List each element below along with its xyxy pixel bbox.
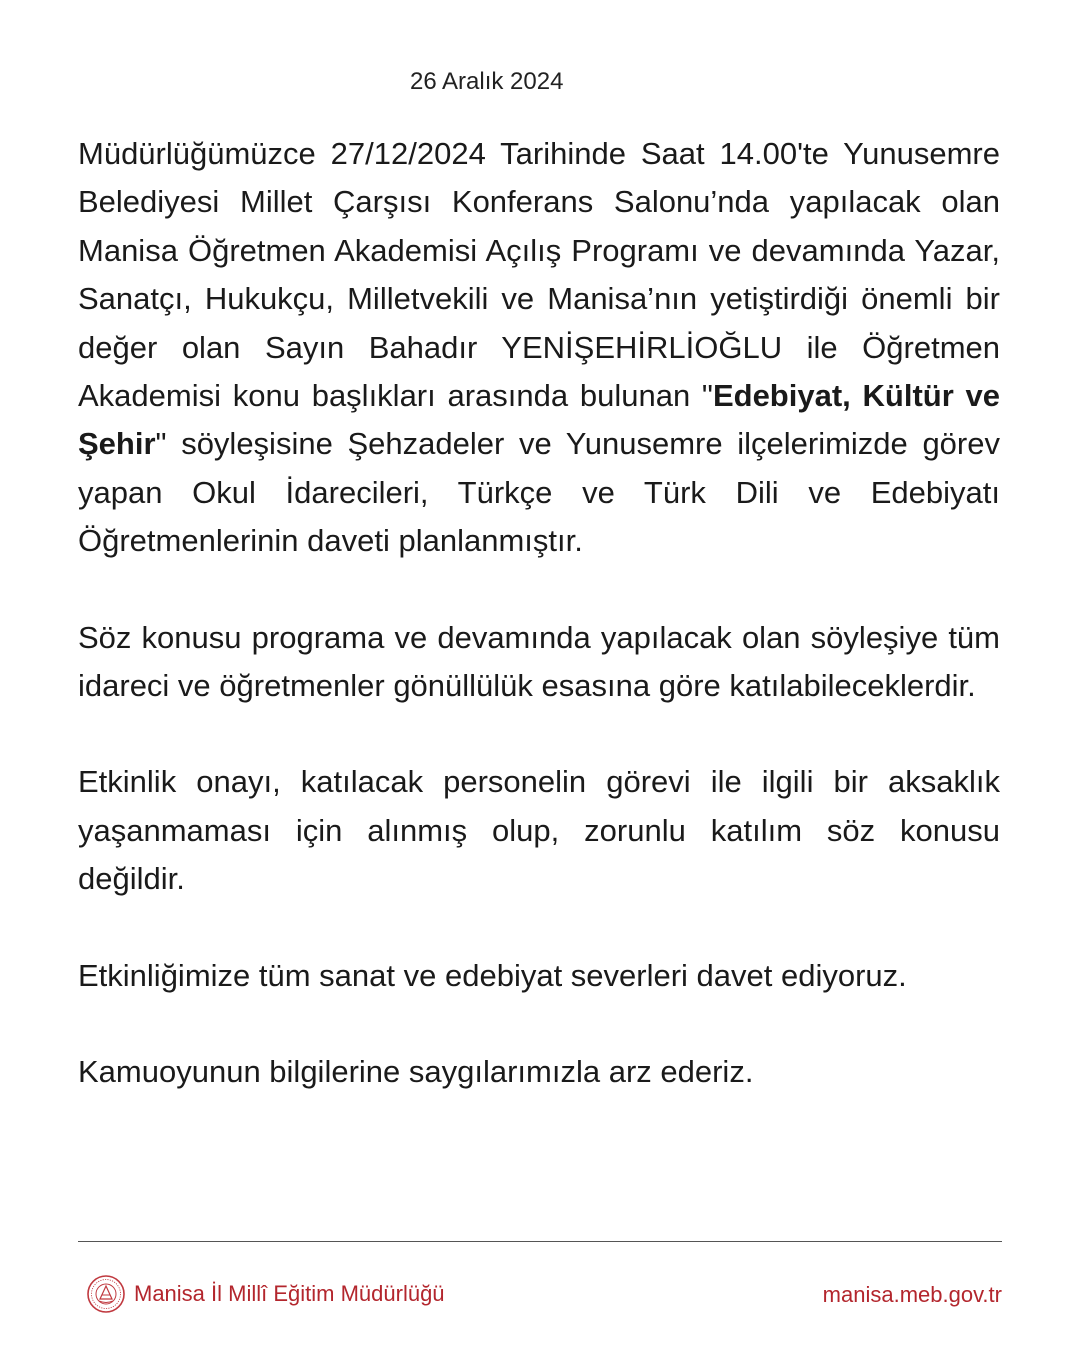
announcement-body: [78, 130, 1000, 1097]
paragraph-approval-note: Etkinlik onayı, katılacak personelin görevi ile ilgili bir aksaklık yaşanmaması için alınmış olup, zorunlu katılım söz konusu değildir.: [78, 764, 1000, 897]
footer-organization: [86, 1274, 445, 1314]
footer-website[interactable]: manisa.meb.gov.tr: [822, 1282, 1002, 1307]
organization-name: Manisa İl Millî Eğitim Müdürlüğü: [134, 1281, 445, 1306]
footer-divider: [78, 1241, 1002, 1242]
paragraph-voluntary: Söz konusu programa ve devamında yapılacak olan söyleşiye tüm idareci ve öğretmenler gönüllülük esasına göre katılabileceklerdir.: [78, 619, 1000, 704]
paragraph-closing: Kamuoyunun bilgilerine saygılarımızla arz ederiz.: [78, 1054, 754, 1090]
paragraph-invitation-text-end: " söyleşisine Şehzadeler ve Yunusemre ilçelerimizde görev yapan Okul İdarecileri, Türkçe ve Türk Dili ve Edebiyatı Öğretmenlerinin daveti planlanmıştır.: [78, 426, 1000, 559]
event-title-emphasis: Edebiyat, Kültür ve Şehir: [78, 378, 1000, 462]
paragraph-invitation-text-start: Müdürlüğümüzce 27/12/2024 Tarihinde Saat 14.00'te Yunusemre Belediyesi Millet Çarşısı Konferans Salonu’nda yapılacak olan Manisa Öğretmen Akademisi Açılış Programı ve devamında Yazar, Sanatçı, Hukukçu, Milletvekili ve Manisa’nın yetiştirdiği önemli bir değer olan Sayın Bahadır YENİŞEHİRLİOĞLU ile Öğretmen Akademisi konu başlıkları arasında bulunan ": [78, 136, 1000, 414]
paragraph-general-invite: Etkinliğimize tüm sanat ve edebiyat severleri davet ediyoruz.: [78, 957, 907, 993]
paragraph-invitation: [78, 130, 1000, 566]
meb-seal-icon: [86, 1274, 126, 1314]
document-date: 26 Aralık 2024: [410, 68, 564, 95]
